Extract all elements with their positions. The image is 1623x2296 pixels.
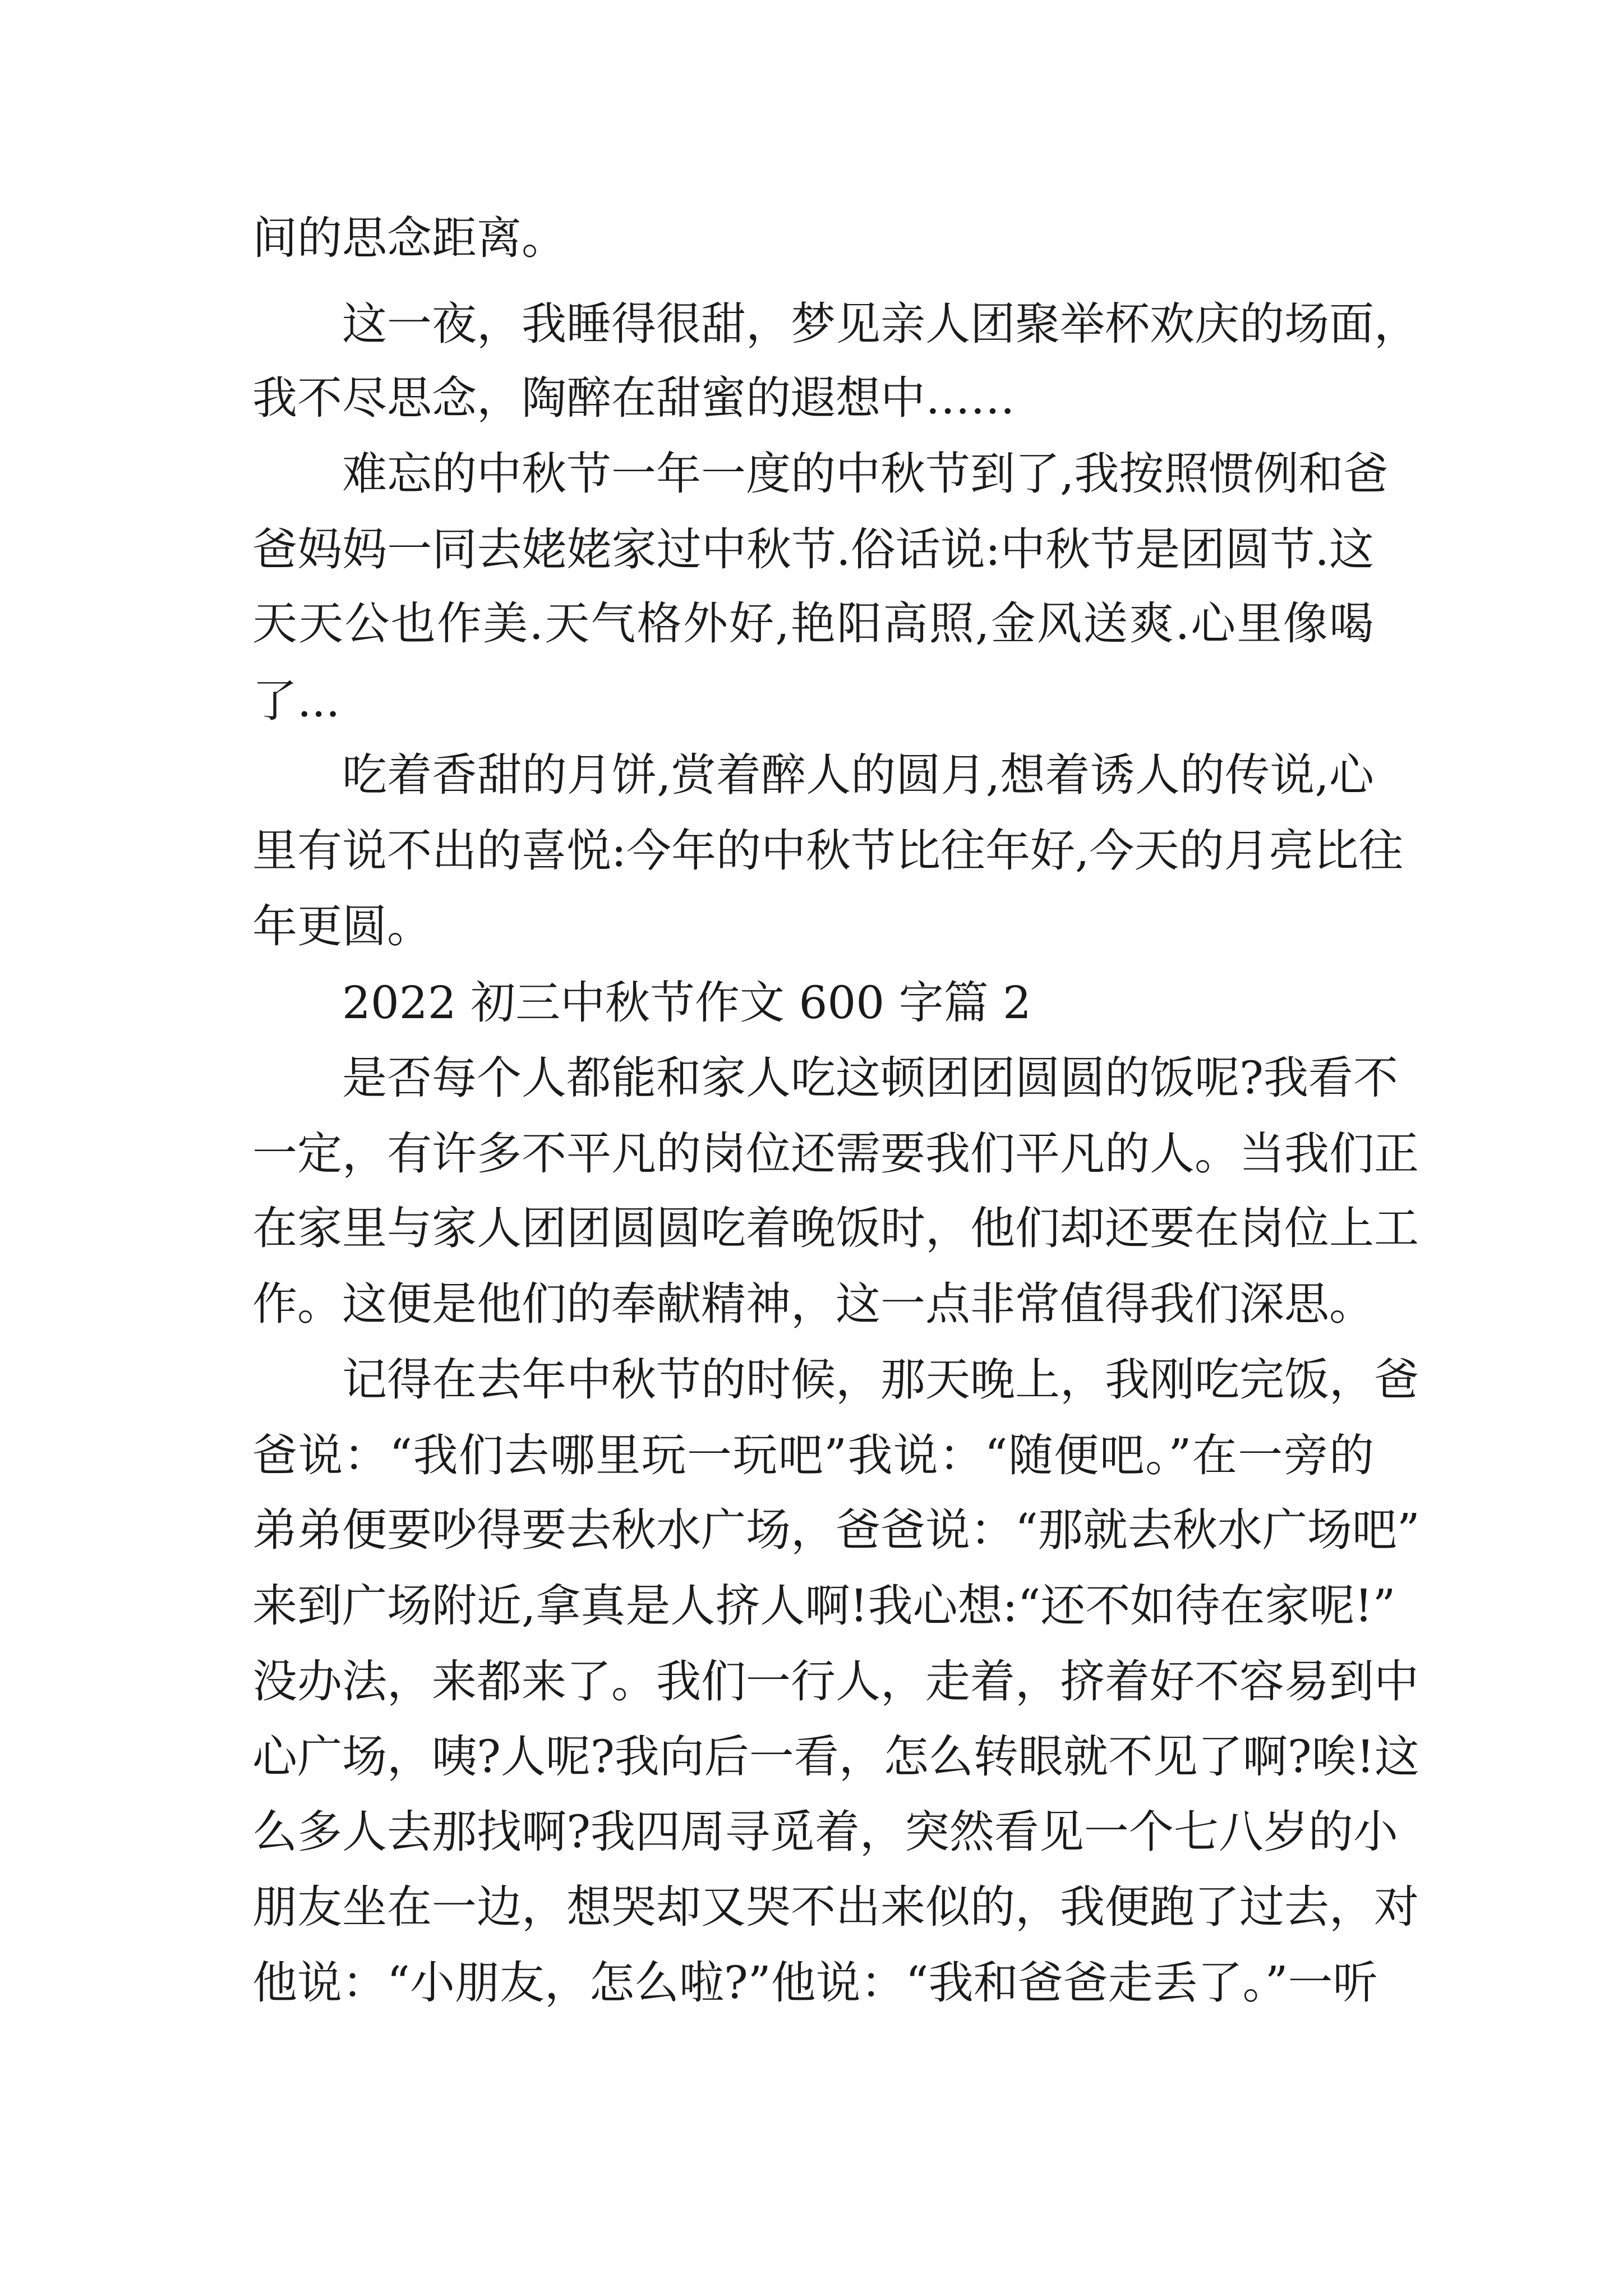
text-line: 一定，有许多不平凡的岗位还需要我们平凡的人。当我们正 [252, 1128, 1419, 1180]
text-line: 来到广场附近,拿真是人挤人啊!我心想:“还不如待在家呢!” [252, 1580, 1396, 1632]
text-line: 没办法，来都来了。我们一行人，走着，挤着好不容易到中 [252, 1655, 1419, 1708]
text-line: 在家里与家人团团圆圆吃着晚饭时，他们却还要在岗位上工 [252, 1202, 1419, 1254]
text-line: 吃着香甜的月饼,赏着醉人的圆月,想着诱人的传说,心 [342, 749, 1374, 801]
text-line: 里有说不出的喜悦:今年的中秋节比往年好,今天的月亮比往 [252, 825, 1404, 877]
text-line: 这一夜，我睡得很甜，梦见亲人团聚举杯欢庆的场面， [342, 298, 1419, 350]
text-line: 难忘的中秋节一年一度的中秋节到了,我按照惯例和爸 [342, 448, 1389, 500]
text-line: 作。这便是他们的奉献精神，这一点非常值得我们深思。 [252, 1278, 1374, 1330]
text-line: 年更圆。 [252, 900, 432, 953]
text-line: 天天公也作美.天气格外好,艳阳高照,金风送爽.心里像喝 [252, 597, 1374, 650]
text-line: 心广场，咦?人呢?我向后一看，怎么转眼就不见了啊?唉!这 [252, 1731, 1419, 1783]
text-line: 爸说：“我们去哪里玩一玩吧”我说：“随便吧。”在一旁的 [252, 1429, 1374, 1481]
text-line: 弟弟便要吵得要去秋水广场，爸爸说：“那就去秋水广场吧” [252, 1504, 1420, 1556]
text-line: 他说：“小朋友，怎么啦?”他说：“我和爸爸走丢了。”一听 [252, 1957, 1378, 2009]
text-line: 我不尽思念，陶醉在甜蜜的遐想中…… [252, 372, 1015, 424]
section-heading: 2022 初三中秋节作文 600 字篇 2 [342, 977, 1031, 1029]
text-line: 记得在去年中秋节的时候，那天晚上，我刚吃完饭，爸 [342, 1354, 1419, 1406]
text-line: 爸妈妈一同去姥姥家过中秋节.俗话说:中秋节是团圆节.这 [252, 523, 1374, 576]
text-line: 了... [252, 675, 340, 727]
text-line: 间的思念距离。 [252, 212, 566, 264]
text-line: 是否每个人都能和家人吃这顿团团圆圆的饭呢?我看不 [342, 1052, 1398, 1104]
text-line: 么多人去那找啊?我四周寻觅着，突然看见一个七八岁的小 [252, 1806, 1398, 1858]
text-line: 朋友坐在一边，想哭却又哭不出来似的，我便跑了过去，对 [252, 1881, 1419, 1933]
